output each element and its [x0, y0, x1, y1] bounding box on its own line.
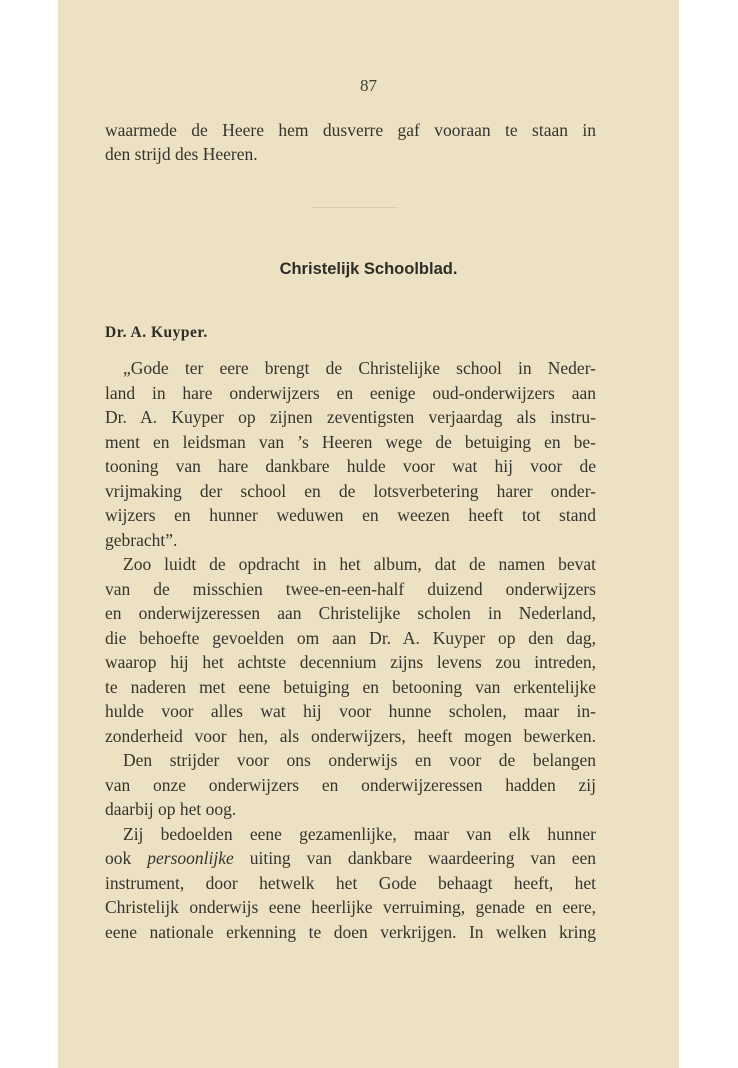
text-line: gebracht”.	[105, 530, 178, 550]
text-line: wijzers en hunner weduwen en weezen heeft tot stand	[105, 505, 596, 525]
text-line: eene nationale erkenning te doen verkrijgen. In welken kring	[105, 922, 596, 942]
italic-word: persoonlijke	[147, 848, 234, 868]
text-line: en onderwijzeressen aan Christelijke scholen in Nederland,	[105, 603, 596, 623]
article-author: Dr. A. Kuyper.	[105, 324, 208, 341]
text-line: Zoo luidt de opdracht in het album, dat de namen bevat	[123, 554, 596, 574]
section-heading: Christelijk Schoolblad.	[279, 260, 458, 278]
text-line-with-italic: ook persoonlijke uiting van dankbare waardeering van een	[105, 848, 596, 868]
text-line: „Gode ter eere brengt de Christelijke school in Neder-	[123, 358, 596, 378]
text-line: den strijd des Heeren.	[105, 144, 258, 164]
book-page	[58, 0, 679, 1068]
text-line: waarmede de Heere hem dusverre gaf vooraan te staan in	[105, 120, 596, 140]
text-line: van de misschien twee-en-een-half duizend onderwijzers	[105, 579, 596, 599]
text-line: te naderen met eene betuiging en betooning van erkentelijke	[105, 677, 596, 697]
text-line: hulde voor alles wat hij voor hunne scholen, maar in-	[105, 701, 596, 721]
text-line: land in hare onderwijzers en eenige oud-onderwijzers aan	[105, 383, 596, 403]
text-line: daarbij op het oog.	[105, 799, 237, 819]
text-line: Zij bedoelden eene gezamenlijke, maar van elk hunner	[123, 824, 596, 844]
text-line: die behoefte gevoelden om aan Dr. A. Kuyper op den dag,	[105, 628, 596, 648]
text-line: zonderheid voor hen, als onderwijzers, heeft mogen bewerken.	[105, 726, 596, 746]
section-divider	[312, 207, 398, 208]
text-line: ment en leidsman van ’s Heeren wege de betuiging en be-	[105, 432, 596, 452]
text-line: Den strijder voor ons onderwijs en voor de belangen	[123, 750, 596, 770]
text-line: van onze onderwijzers en onderwijzeressen hadden zij	[105, 775, 596, 795]
text-line: Dr. A. Kuyper op zijnen zeventigsten verjaardag als instru-	[105, 407, 596, 427]
text-line: tooning van hare dankbare hulde voor wat hij voor de	[105, 456, 596, 476]
text-line: waarop hij het achtste decennium zijns levens zou intreden,	[105, 652, 596, 672]
page-number: 87	[360, 76, 377, 95]
text-line: vrijmaking der school en de lotsverbetering harer onder-	[105, 481, 596, 501]
text-line: instrument, door hetwelk het Gode behaagt heeft, het	[105, 873, 596, 893]
text-line: Christelijk onderwijs eene heerlijke verruiming, genade en eere,	[105, 897, 596, 917]
